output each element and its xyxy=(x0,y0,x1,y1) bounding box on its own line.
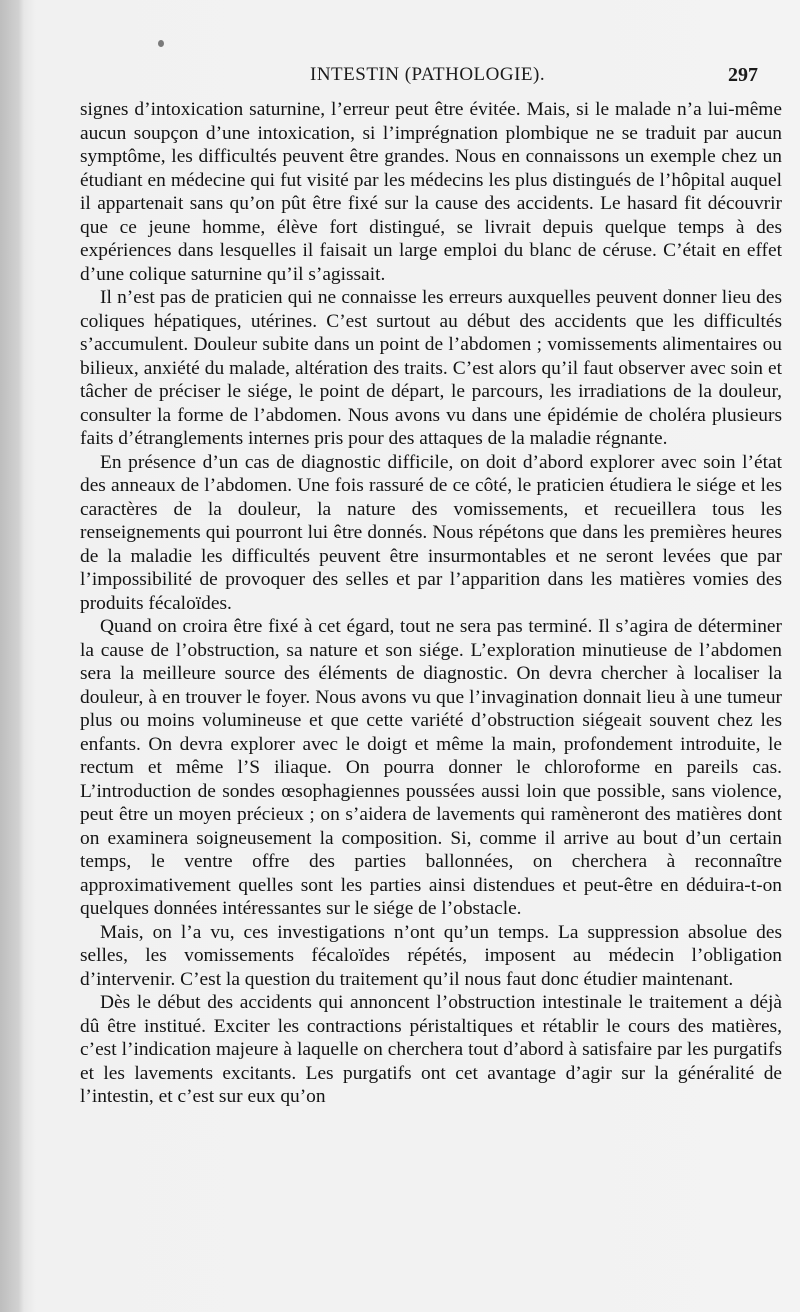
body-text xyxy=(80,98,782,1109)
paragraph-1: signes d’intoxication saturnine, l’erreur peut être évitée. Mais, si le malade n’a lui-même aucun soupçon d’une intoxication, si l’imprégnation plombique ne se traduit par aucun symptôme, les difficultés peuvent être grandes. Nous en connaissons un exemple chez un étudiant en médecine qui fut visité par les médecins les plus distingués de l’hôpital auquel il appartenait sans qu’on pût être fixé sur la cause des accidents. Le hasard fit découvrir que ce jeune homme, élève fort distingué, se livrait depuis quelque temps à des expériences dans lesquelles il faisait un large emploi du blanc de céruse. C’était en effet d’une colique saturnine qu’il s’agissait. xyxy=(80,99,782,285)
paragraph-3: En présence d’un cas de diagnostic difficile, on doit d’abord explorer avec soin l’état des anneaux de l’abdomen. Une fois rassuré de ce côté, le praticien étudiera le siége et les caractères de la douleur, la nature des vomissements, et recueillera tous les renseignements qui pourront lui être donnés. Nous répétons que dans les premières heures de la maladie les difficultés peuvent être insurmontables et ne seront levées que par l’impossibilité de provoquer des selles et par l’apparition dans les matières vomies des produits fécaloïdes. xyxy=(80,451,782,614)
ink-speck xyxy=(158,40,164,47)
paragraph-4: Quand on croira être fixé à cet égard, tout ne sera pas terminé. Il s’agira de déterminer la cause de l’obstruction, sa nature et son siége. L’exploration minutieuse de l’abdomen sera la meilleure source des éléments de diagnostic. On devra chercher à localiser la douleur, à en trouver le foyer. Nous avons vu que l’invagination donnait lieu à une tumeur plus ou moins volumineuse et que cette variété d’obstruction siégeait souvent chez les enfants. On devra explorer avec le doigt et même la main, profondement introduite, le rectum et même l’S iliaque. On pourra donner le chloroforme en pareils cas. L’introduction de sondes œsophagiennes poussées aussi loin que possible, sans violence, peut être un moyen précieux ; on s’aidera de lavements qui ramèneront des matières dont on examinera soigneusement la composition. Si, comme il arrive au bout d’un certain temps, le ventre offre des parties ballonnées, on cherchera à reconnaître approximativement quelles sont les parties ainsi distendues et peut-être en déduira-t-on quelques données intéressantes sur le siége de l’obstacle. xyxy=(80,616,782,919)
page-number: 297 xyxy=(728,64,758,86)
book-page xyxy=(18,0,800,1312)
paragraph-5: Mais, on l’a vu, ces investigations n’ont qu’un temps. La suppression absolue des selles, les vomissements fécaloïdes répétés, imposent au médecin l’obligation d’intervenir. C’est la question du traitement qu’il nous faut donc étudier maintenant. xyxy=(80,921,782,990)
paragraph-2: Il n’est pas de praticien qui ne connaisse les erreurs auxquelles peuvent donner lieu des coliques hépatiques, utérines. C’est surtout au début des accidents que les difficultés s’accumulent. Douleur subite dans un point de l’abdomen ; vomissements alimentaires ou bilieux, anxiété du malade, altération des traits. C’est alors qu’il faut observer avec soin et tâcher de préciser le siége, le point de départ, le parcours, les irradiations de la douleur, consulter la forme de l’abdomen. Nous avons vu dans une épidémie de choléra plusieurs faits d’étranglements internes pris pour des attaques de la maladie régnante. xyxy=(80,287,782,449)
scan-gutter xyxy=(0,0,18,1312)
paragraph-6: Dès le début des accidents qui annoncent l’obstruction intestinale le traitement a déjà dû être institué. Exciter les contractions péristaltiques et rétablir le cours des matières, c’est l’indication majeure à laquelle on cherchera tout d’abord à satisfaire par les purgatifs et les lavements excitants. Les purgatifs ont cet avantage d’agir sur la généralité de l’intestin, et c’est sur eux qu’on xyxy=(80,992,782,1107)
running-head xyxy=(78,64,778,94)
running-title: INTESTIN (PATHOLOGIE). xyxy=(310,64,546,85)
